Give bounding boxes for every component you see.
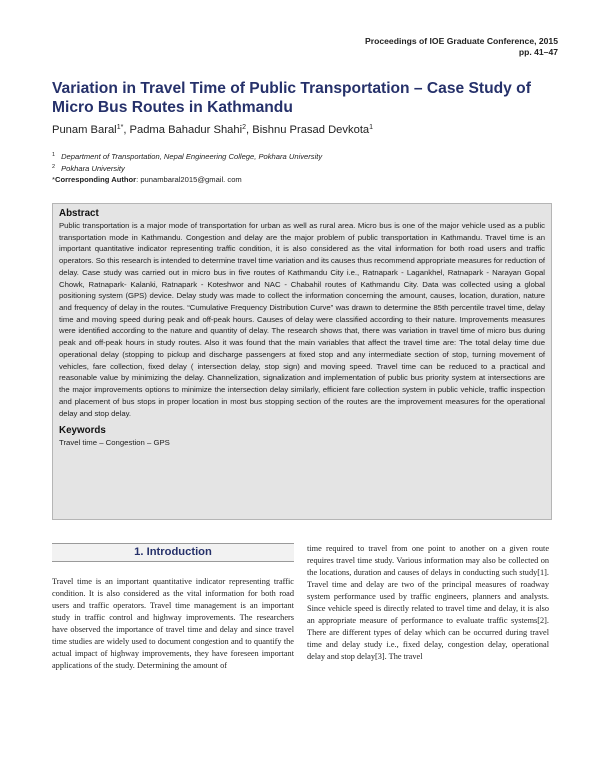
author-name: Punam Baral [52, 124, 117, 136]
author-name: Padma Bahadur Shahi [129, 124, 243, 136]
corresponding-author [52, 174, 322, 185]
abstract-text: Public transportation is a major mode of transportation for urban as well as rural area. Micro bus is one of the major vehicle used as a public transportation mode in Kathmandu. Congestion and delay are the major problem of public transportation in Kathmandu. Travel time is an important quantitative indicator representing traffic condition, it is also considered as the vital information for both road users and traffic operators. So this research is intended to determine travel time variation and its causes thus recommend appropriate measures for reduction of delay. Case study was carried out in micro bus in five routes of Kathmandu City i.e., Ratnapark - Lagankhel, Ratnapark - Narayan Gopal Chowk, Ratnapark- Kalanki, Ratnapark - Koteshwor and NAC - Chabahil routes of Kathmandu City. Data was collected using a global positioning system (GPS) device. Delay study was made to collect the information concerning the amount, causes, location, duration, nature and frequency of delay in the routes. “Cumulative Frequency Distribution Curve” was drawn to determine the 85th percentile travel time, delay time and moving speed during peak and off-peak hours. Causes of delay were classified according to their nature. Improvements measures were identified according to the nature and quantity of delay. The research shows that, there was variation in travel time of micro bus during peak and off-peak hours in study routes. Also it was found that the main variables that affect the travel time are: The total delay time due operational delay (stopping to pickup and discharge passengers at fixed stop and any intermediate section of stop, turning movement of vehicles, fare collection, fixed delay ( intersection delay, stop sign) and moving speed. Travel time can be reduced to a practical and reasonable value by minimizing the delay. Channelization, signalization and implementation of public bus priority system at intersections are the major improvements options to minimize the intersection delay similarly, efficient fare collection system in public vehicle, traffic inspection and placement of bus stops in proper location in most bus stopping section of the routes are the improvement measures for the operational delay and stop delay. [59, 221, 545, 418]
proceedings-header [365, 36, 558, 58]
affiliation-number: 2 [52, 164, 56, 170]
author-affiliation-marker: 2 [242, 124, 247, 131]
introduction-text-left: Travel time is an important quantitative indicator representing traffic condition. It is also considered as the vital information for both road users and traffic operators. Travel time management is an important study in traffic control and highway improvements. The researchers have observed the importance of travel time and delay and since travel time studies are widely used to document congestion and to quantify the actual impact of highway improvements, they have foreseen important applications of the study. Determining the amount of [52, 577, 294, 670]
abstract-heading: Abstract [59, 208, 99, 219]
introduction-heading: 1. Introduction [52, 543, 294, 562]
affiliation-text: Pokhara University [61, 164, 125, 173]
author-name: Bishnu Prasad Devkota [252, 124, 370, 136]
corresponding-email: : punambaral2015@gmail. com [136, 175, 242, 184]
author-affiliation-marker: 1* [116, 124, 124, 131]
corresponding-label: Corresponding Author [54, 175, 137, 184]
corresponding-marker: * [52, 175, 55, 184]
keywords-heading: Keywords [59, 425, 106, 437]
proceedings-title: Proceedings of IOE Graduate Conference, 2015 [365, 36, 558, 46]
right-column [307, 543, 549, 663]
affiliation-number: 1 [52, 152, 56, 158]
paper-title: Variation in Travel Time of Public Transportation – Case Study of Micro Bus Routes in Kathmandu [52, 80, 531, 116]
affiliations [52, 150, 322, 185]
keywords-text: Travel time – Congestion – GPS [59, 438, 170, 448]
author-list: Punam Baral$^{1*}$, Padma Bahadur Shahi$^2$, Bishnu Prasad Devkota$^1$ [52, 124, 374, 136]
introduction-text-right: time required to travel from one point to another on a given route requires travel time study. Various information may also be collected on the locations, duration and causes of delays in conducting such study[1]. Travel time and delay are two of the principal measures of roadway system performance used by traffic engineers, planners and analysts. Since vehicle speed is directly related to travel time and delay, it is also an appropriate measure of performance to evaluate traffic systems[2]. There are different types of delay which can be occurred during travel time and delay study i.e., fixed delay, congestion delay, operational delay and stop delay[3]. The travel [307, 544, 549, 661]
affiliation-text: Department of Transportation, Nepal Engineering College, Pokhara University [61, 152, 323, 161]
affiliation [52, 162, 322, 174]
author-affiliation-marker: 1 [369, 124, 374, 131]
left-column [52, 543, 294, 672]
abstract-box [52, 203, 552, 520]
affiliation [52, 150, 322, 162]
page-range: pp. 41–47 [518, 47, 558, 57]
